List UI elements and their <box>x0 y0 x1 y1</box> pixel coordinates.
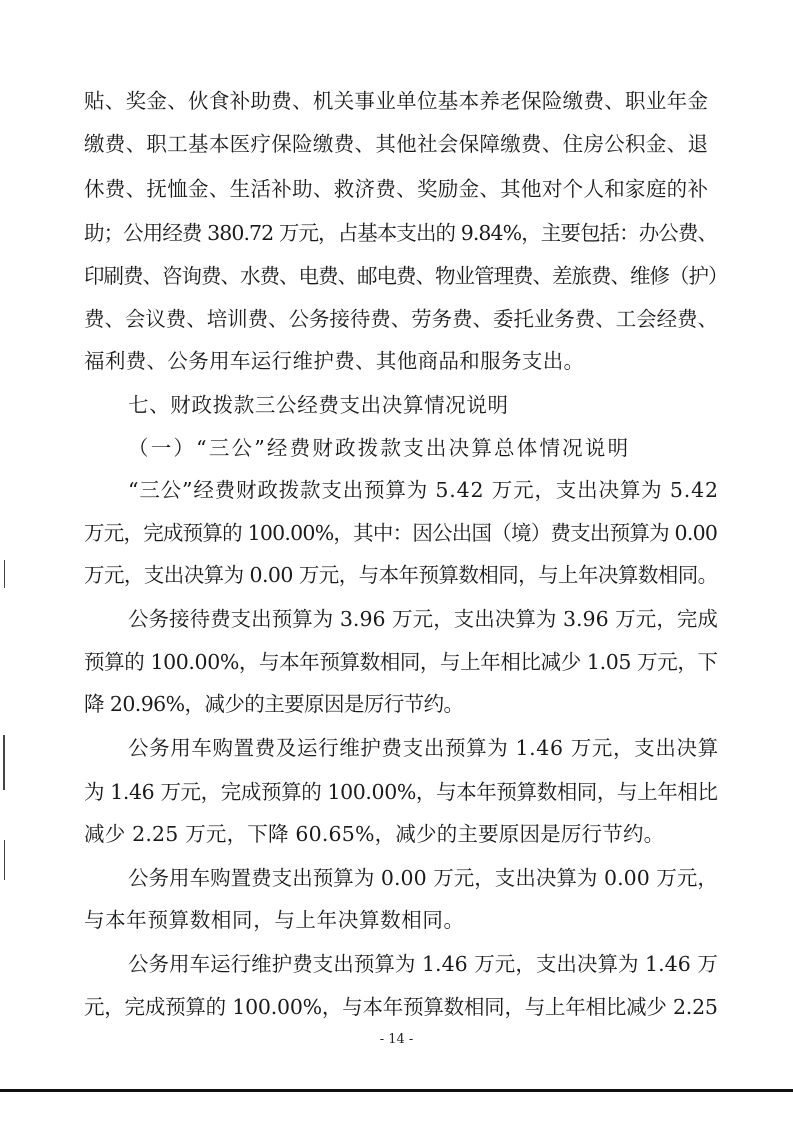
text-line: 为 1.46 万元，完成预算的 100.00%，与本年预算数相同，与上年相比 <box>84 780 718 804</box>
binding-mark <box>4 840 5 880</box>
subsection-heading: （一）“三公”经费财政拨款支出决算总体情况说明 <box>128 436 631 460</box>
text-line: 公务用车运行维护费支出预算为 1.46 万元，支出决算为 1.46 万 <box>128 952 718 976</box>
text-line: 贴、奖金、伙食补助费、机关事业单位基本养老保险缴费、职业年金 <box>84 89 709 113</box>
bottom-rule <box>0 1089 793 1092</box>
text-line: 降 20.96%，减少的主要原因是厉行节约。 <box>84 692 464 716</box>
text-line: 万元，支出决算为 0.00 万元，与本年预算数相同，与上年决算数相同。 <box>84 563 718 587</box>
page-number: - 14 - <box>379 1032 414 1047</box>
text-line: 缴费、职工基本医疗保险缴费、其他社会保障缴费、住房公积金、退 <box>84 132 709 156</box>
text-line: 福利费、公务用车运行维护费、其他商品和服务支出。 <box>84 349 585 373</box>
text-line: 元，完成预算的 100.00%，与本年预算数相同，与上年相比减少 2.25 <box>84 995 718 1019</box>
section-heading: 七、财政拨款三公经费支出决算情况说明 <box>128 393 509 417</box>
text-line: 预算的 100.00%，与本年预算数相同，与上年相比减少 1.05 万元，下 <box>84 650 718 674</box>
binding-mark <box>4 560 5 588</box>
binding-mark <box>3 735 5 790</box>
text-line: 公务接待费支出预算为 3.96 万元，支出决算为 3.96 万元，完成 <box>128 607 718 631</box>
text-line: “三公”经费财政拨款支出预算为 5.42 万元，支出决算为 5.42 <box>128 478 719 502</box>
text-line: 休费、抚恤金、生活补助、救济费、奖励金、其他对个人和家庭的补 <box>84 177 709 201</box>
text-line: 与本年预算数相同，与上年决算数相同。 <box>84 908 465 932</box>
text-line: 助；公用经费 380.72 万元，占基本支出的 9.84%，主要包括：办公费、 <box>84 221 718 245</box>
text-line: 费、会议费、培训费、公务接待费、劳务费、委托业务费、工会经费、 <box>84 307 718 331</box>
text-line: 减少 2.25 万元，下降 60.65%，减少的主要原因是厉行节约。 <box>84 822 665 846</box>
text-line: 公务用车购置费及运行维护费支出预算为 1.46 万元，支出决算 <box>128 736 719 760</box>
text-line: 印刷费、咨询费、水费、电费、邮电费、物业管理费、差旅费、维修（护） <box>84 264 728 288</box>
text-line: 公务用车购置费支出预算为 0.00 万元，支出决算为 0.00 万元， <box>128 866 718 890</box>
text-line: 万元，完成预算的 100.00%，其中：因公出国（境）费支出预算为 0.00 <box>84 521 718 545</box>
